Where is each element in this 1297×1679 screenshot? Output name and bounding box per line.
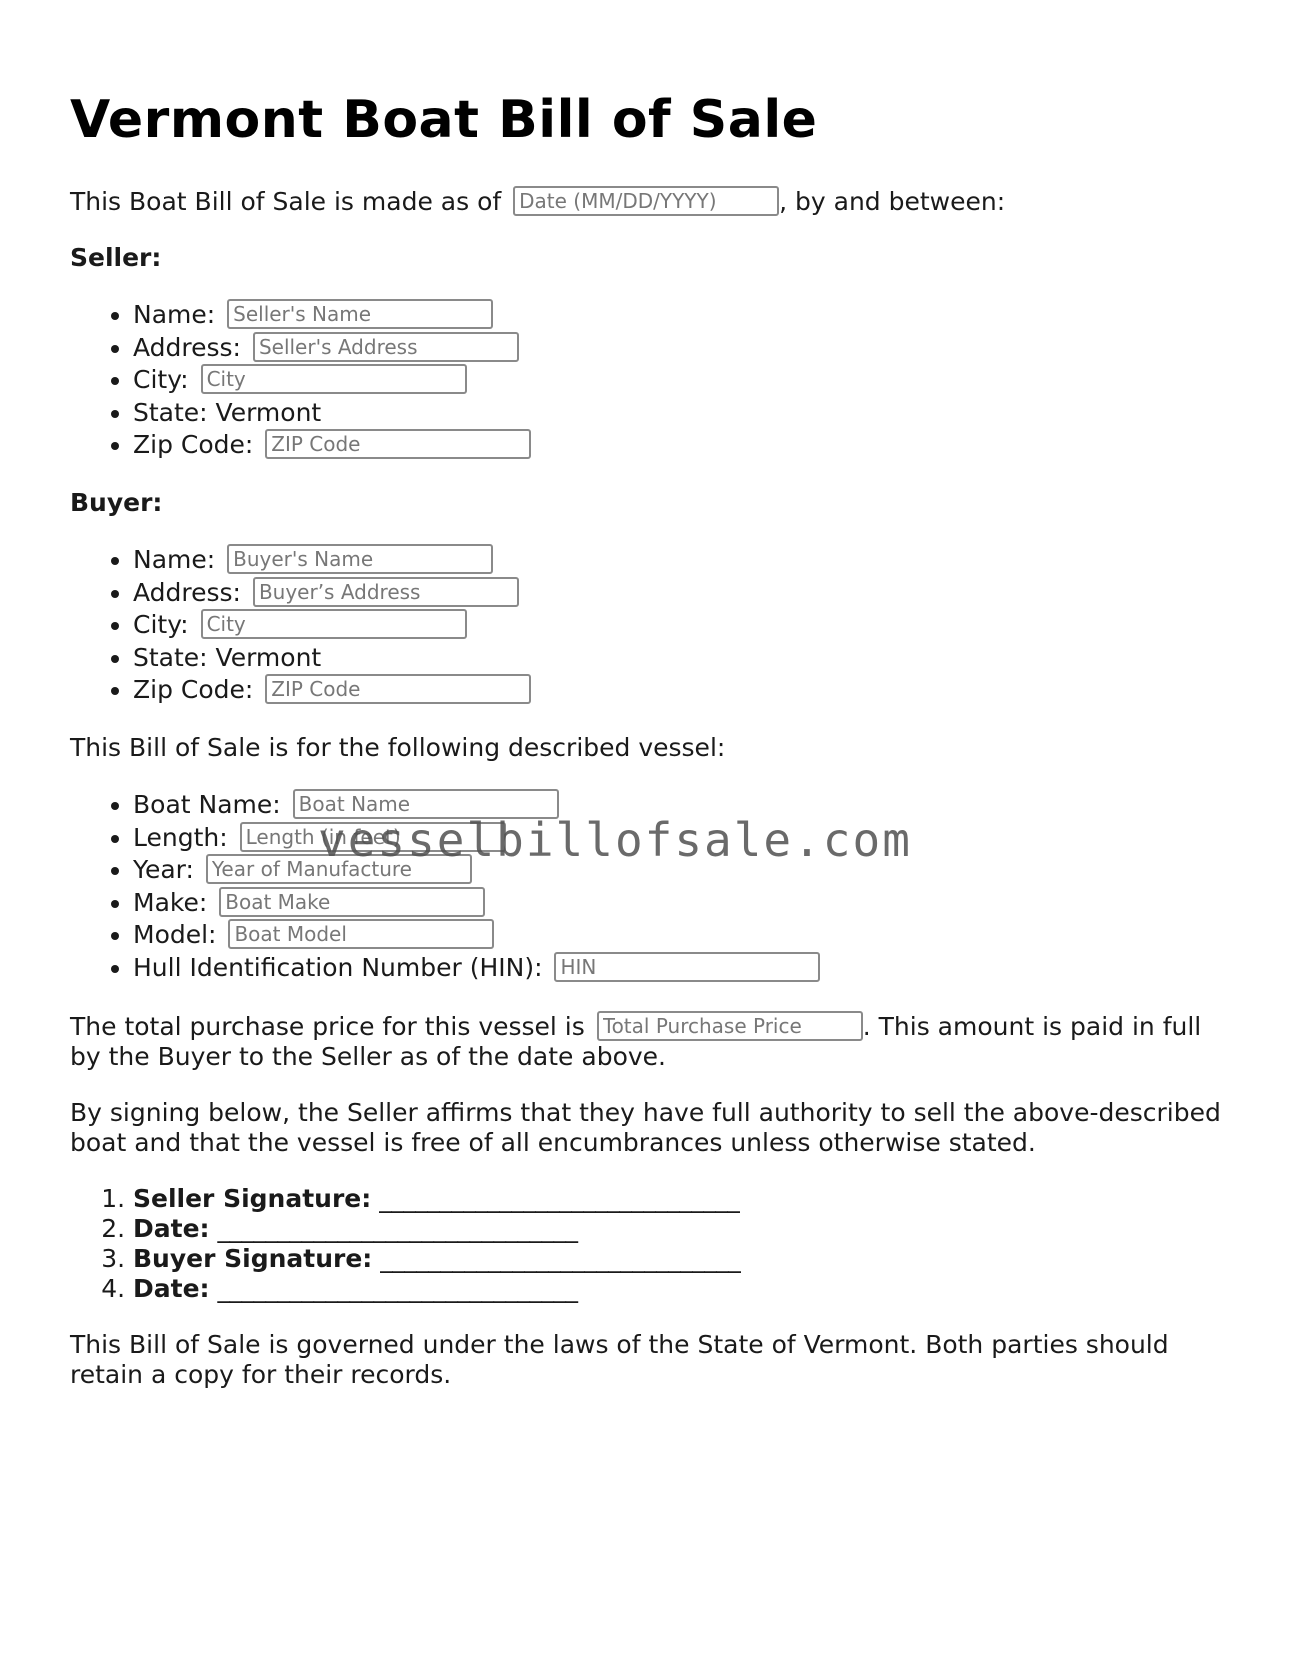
list-item	[133, 397, 1230, 430]
intro-text: This Boat Bill of Sale is made as of	[70, 187, 502, 216]
seller-zip-label: Zip Code:	[133, 430, 254, 460]
seller-date-label: Date:	[133, 1213, 210, 1243]
buyer-heading: Buyer:	[70, 487, 163, 517]
vessel-intro: This Bill of Sale is for the following described vessel:	[70, 732, 726, 762]
price-paragraph	[70, 1011, 1230, 1072]
signature-list	[70, 1184, 1230, 1304]
list-item	[133, 642, 1230, 675]
total-price-input[interactable]	[597, 1011, 863, 1041]
sale-date-input[interactable]	[513, 186, 779, 216]
list-item	[133, 1244, 1230, 1274]
model-input[interactable]	[228, 919, 494, 949]
list-item	[133, 609, 1230, 642]
list-item	[133, 674, 1230, 707]
seller-signature-label: Seller Signature:	[133, 1183, 372, 1213]
intro-paragraph	[70, 186, 1230, 217]
hin-label: Hull Identification Number (HIN):	[133, 952, 543, 982]
make-input[interactable]	[219, 887, 485, 917]
year-label: Year:	[133, 855, 194, 885]
buyer-city-label: City:	[133, 610, 189, 640]
list-item	[133, 544, 1230, 577]
seller-address-label: Address:	[133, 332, 241, 362]
seller-date-line: ______________________________	[217, 1213, 578, 1243]
list-item	[133, 1214, 1230, 1244]
buyer-signature-label: Buyer Signature:	[133, 1243, 373, 1273]
seller-address-input[interactable]	[253, 332, 519, 362]
buyer-address-label: Address:	[133, 577, 241, 607]
buyer-name-input[interactable]	[227, 544, 493, 574]
list-item	[133, 577, 1230, 610]
list-item	[133, 1274, 1230, 1304]
boat-name-label: Boat Name:	[133, 789, 281, 819]
model-label: Model:	[133, 920, 217, 950]
seller-state-text: State: Vermont	[133, 397, 322, 427]
buyer-zip-input[interactable]	[265, 674, 531, 704]
affirmation-paragraph: By signing below, the Seller affirms that they have full authority to sell the above-described boat and that the vessel is free of all encumbrances unless otherwise stated.	[70, 1097, 1221, 1157]
buyer-name-label: Name:	[133, 544, 216, 574]
length-label: Length:	[133, 822, 228, 852]
list-item	[133, 1184, 1230, 1214]
seller-signature-line: ______________________________	[379, 1183, 740, 1213]
buyer-city-input[interactable]	[201, 609, 467, 639]
list-item	[133, 364, 1230, 397]
intro-text-after: , by and between:	[779, 187, 1006, 216]
buyer-details-list	[70, 544, 1230, 707]
hin-input[interactable]	[554, 952, 820, 982]
seller-details-list	[70, 299, 1230, 462]
make-label: Make:	[133, 887, 208, 917]
price-text: The total purchase price for this vessel is	[70, 1011, 585, 1041]
seller-city-input[interactable]	[201, 364, 467, 394]
buyer-address-input[interactable]	[253, 577, 519, 607]
seller-zip-input[interactable]	[265, 429, 531, 459]
list-item	[133, 299, 1230, 332]
seller-name-label: Name:	[133, 300, 216, 329]
seller-name-input[interactable]	[227, 299, 493, 329]
buyer-date-label: Date:	[133, 1273, 210, 1303]
watermark: vesselbillofsale.com	[318, 813, 912, 867]
closing-paragraph: This Bill of Sale is governed under the laws of the State of Vermont. Both parties should retain a copy for their records.	[70, 1329, 1169, 1389]
buyer-zip-label: Zip Code:	[133, 675, 254, 705]
list-item	[133, 919, 1230, 952]
list-item	[133, 429, 1230, 462]
buyer-signature-line: ______________________________	[380, 1243, 741, 1273]
price-text-after: . This amount is paid in full by the Buyer to the Seller as of the date above.	[70, 1011, 1202, 1071]
page-title: Vermont Boat Bill of Sale	[70, 90, 818, 150]
seller-city-label: City:	[133, 365, 189, 395]
document-page	[70, 0, 1230, 1390]
list-item	[133, 952, 1230, 985]
buyer-state-text: State: Vermont	[133, 642, 322, 672]
buyer-date-line: ______________________________	[217, 1273, 578, 1303]
list-item	[133, 332, 1230, 365]
list-item	[133, 887, 1230, 920]
seller-heading: Seller:	[70, 243, 162, 272]
